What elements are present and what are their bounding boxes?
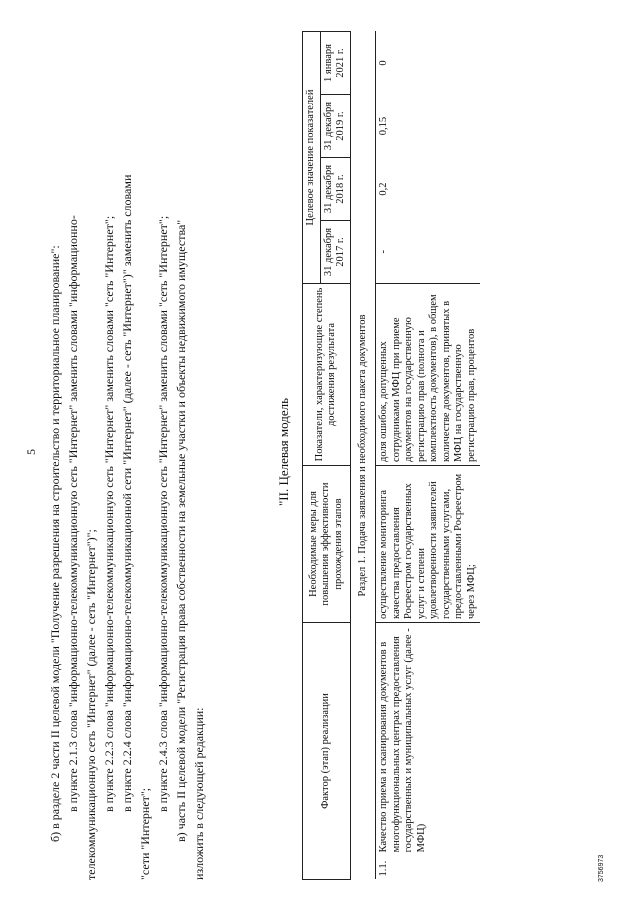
section-title: "II. Целевая модель xyxy=(276,398,291,506)
intro-line-7: в пункте 2.4.3 слова "информационно-телекоммуникационную сеть "Интернет" заменить словами "сеть "Интернет"; xyxy=(156,215,170,812)
header-factor: Фактор (этап) реализации xyxy=(303,623,351,880)
intro-line-4: в пункте 2.2.3 слова "информационно-телекоммуникационную сеть "Интернет" заменить словами "сеть "Интернет"; xyxy=(102,215,116,812)
value-2021: 0 xyxy=(378,60,389,66)
header-measures: Необходимые меры для повышения эффективности прохождения этапов xyxy=(303,466,351,623)
value-2018: 0,2 xyxy=(378,182,389,196)
value-2019: 0,15 xyxy=(378,116,389,136)
intro-line-5: в пункте 2.2.4 слова "информационно-телекоммуникационной сети "Интернет" (далее - сеть "Интернет")" заменить словами xyxy=(120,174,134,812)
target-model-table xyxy=(302,31,480,880)
header-year-2017: 31 декабря 2017 г. xyxy=(320,221,350,284)
value-2017: - xyxy=(378,250,389,254)
row-measures: осуществление мониторинга качества предоставления Росреестром государственных услуг и степени удовлетворенности заявителей государственными услугами, предоставленными Росреестром через МФЦ; xyxy=(376,466,481,623)
intro-line-8: в) часть II целевой модели "Регистрация права собственности на земельные участки и объекты недвижимого имущества" xyxy=(174,219,188,842)
row-number: 1.1. xyxy=(378,860,389,877)
intro-line-1: б) в разделе 2 части II целевой модели "Получение разрешения на строительство и территориальное планирование": xyxy=(48,245,62,842)
header-year-2019: 31 декабря 2019 г. xyxy=(320,95,350,158)
header-target-values: Целевое значение показателей xyxy=(303,32,321,284)
intro-line-9: изложить в следующей редакции: xyxy=(192,707,206,880)
intro-line-2: в пункте 2.1.3 слова "информационно-телекоммуникационную сеть "Интернет" заменить словами "информационно- xyxy=(66,215,80,812)
row-factor: Качество приема и сканирования документов в многофункциональных центрах предоставления государственных и муниципальных услуг (далее - МФЦ) xyxy=(376,623,481,856)
document-id: 3756973 xyxy=(598,854,605,882)
document-page xyxy=(20,22,620,882)
table-row xyxy=(376,32,481,880)
intro-line-3: телекоммуникационную сеть "Интернет" (далее - сеть "Интернет")"; xyxy=(84,529,98,880)
header-year-2018: 31 декабря 2018 г. xyxy=(320,158,350,221)
page-number: 5 xyxy=(24,449,38,455)
section-label: Раздел 1. Подача заявления и необходимого пакета документов xyxy=(350,32,376,880)
intro-line-6: "сети "Интернет"; xyxy=(138,787,152,880)
header-year-2021: 1 января 2021 г. xyxy=(320,32,350,95)
row-indicators: доля ошибок, допущенных сотрудниками МФЦ при приеме документов на государственную регистрацию прав (полнота и комплектность документов), в общем количестве документов, принятых в МФЦ на государственную регистрацию прав, процентов xyxy=(376,284,481,466)
header-indicators: Показатели, характеризующие степень достижения результата xyxy=(303,284,351,466)
